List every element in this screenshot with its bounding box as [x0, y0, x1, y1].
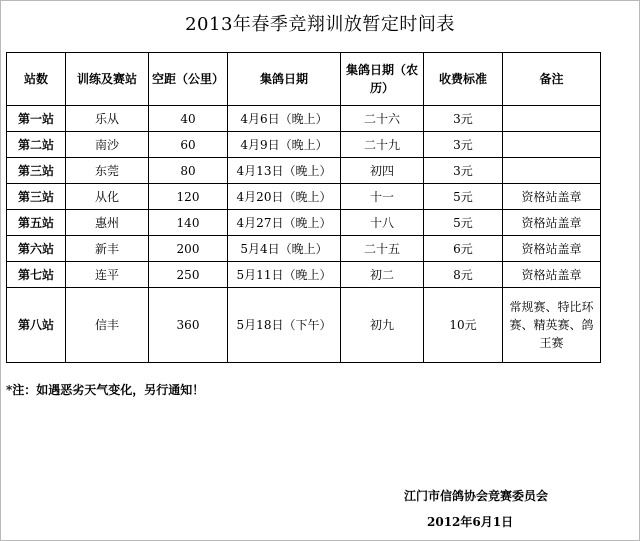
header-lunar-date: 集鸽日期（农历） [341, 53, 424, 106]
cell-station-name: 新丰 [66, 236, 149, 262]
cell-station-number: 第一站 [7, 106, 66, 132]
cell-distance: 360 [149, 288, 228, 363]
cell-station-name: 惠州 [66, 210, 149, 236]
header-station-number: 站数 [7, 53, 66, 106]
cell-collection-date: 4月13日（晚上） [228, 158, 341, 184]
cell-collection-date: 5月18日（下午） [228, 288, 341, 363]
cell-remarks: 常规赛、特比环赛、精英赛、鸽王赛 [503, 288, 601, 363]
cell-station-name: 东莞 [66, 158, 149, 184]
cell-remarks: 资格站盖章 [503, 236, 601, 262]
cell-lunar-date: 十八 [341, 210, 424, 236]
cell-fee: 5元 [424, 210, 503, 236]
cell-distance: 250 [149, 262, 228, 288]
cell-station-number: 第三站 [7, 184, 66, 210]
cell-remarks: 资格站盖章 [503, 262, 601, 288]
cell-station-name: 南沙 [66, 132, 149, 158]
cell-station-name: 连平 [66, 262, 149, 288]
cell-fee: 3元 [424, 132, 503, 158]
cell-fee: 10元 [424, 288, 503, 363]
cell-distance: 40 [149, 106, 228, 132]
cell-station-number: 第三站 [7, 158, 66, 184]
table-row [7, 210, 601, 236]
header-collection-date: 集鸽日期 [228, 53, 341, 106]
schedule-table [6, 52, 601, 363]
page-title: 2013年春季竞翔训放暂定时间表 [185, 14, 455, 35]
cell-remarks [503, 132, 601, 158]
table-row [7, 184, 601, 210]
cell-remarks [503, 106, 601, 132]
cell-lunar-date: 二十九 [341, 132, 424, 158]
cell-station-name: 从化 [66, 184, 149, 210]
table-row [7, 158, 601, 184]
cell-distance: 120 [149, 184, 228, 210]
cell-fee: 3元 [424, 106, 503, 132]
cell-station-number: 第五站 [7, 210, 66, 236]
cell-station-number: 第八站 [7, 288, 66, 363]
table-row [7, 262, 601, 288]
cell-fee: 6元 [424, 236, 503, 262]
cell-lunar-date: 二十六 [341, 106, 424, 132]
footnote: *注：如遇恶劣天气变化，另行通知！ [6, 383, 205, 397]
cell-fee: 8元 [424, 262, 503, 288]
header-remarks: 备注 [503, 53, 601, 106]
cell-collection-date: 5月4日（晚上） [228, 236, 341, 262]
cell-lunar-date: 初四 [341, 158, 424, 184]
cell-fee: 5元 [424, 184, 503, 210]
cell-lunar-date: 初九 [341, 288, 424, 363]
header-station-name: 训练及赛站 [66, 53, 149, 106]
header-fee: 收费标准 [424, 53, 503, 106]
cell-station-number: 第七站 [7, 262, 66, 288]
cell-station-name: 乐从 [66, 106, 149, 132]
cell-lunar-date: 二十五 [341, 236, 424, 262]
table-header-row [7, 53, 601, 106]
cell-collection-date: 4月6日（晚上） [228, 106, 341, 132]
cell-remarks [503, 158, 601, 184]
cell-lunar-date: 十一 [341, 184, 424, 210]
table-row [7, 236, 601, 262]
issue-date: 2012年6月1日 [427, 515, 514, 529]
cell-distance: 80 [149, 158, 228, 184]
cell-station-name: 信丰 [66, 288, 149, 363]
header-distance: 空距（公里） [149, 53, 228, 106]
issuing-organization: 江门市信鸽协会竞赛委员会 [404, 489, 549, 503]
table-row [7, 132, 601, 158]
cell-station-number: 第六站 [7, 236, 66, 262]
cell-collection-date: 4月9日（晚上） [228, 132, 341, 158]
cell-station-number: 第二站 [7, 132, 66, 158]
cell-distance: 140 [149, 210, 228, 236]
table-row [7, 288, 601, 363]
cell-collection-date: 5月11日（晚上） [228, 262, 341, 288]
cell-distance: 200 [149, 236, 228, 262]
cell-fee: 3元 [424, 158, 503, 184]
cell-collection-date: 4月20日（晚上） [228, 184, 341, 210]
cell-distance: 60 [149, 132, 228, 158]
cell-collection-date: 4月27日（晚上） [228, 210, 341, 236]
cell-remarks: 资格站盖章 [503, 184, 601, 210]
cell-lunar-date: 初二 [341, 262, 424, 288]
cell-remarks: 资格站盖章 [503, 210, 601, 236]
table-row [7, 106, 601, 132]
